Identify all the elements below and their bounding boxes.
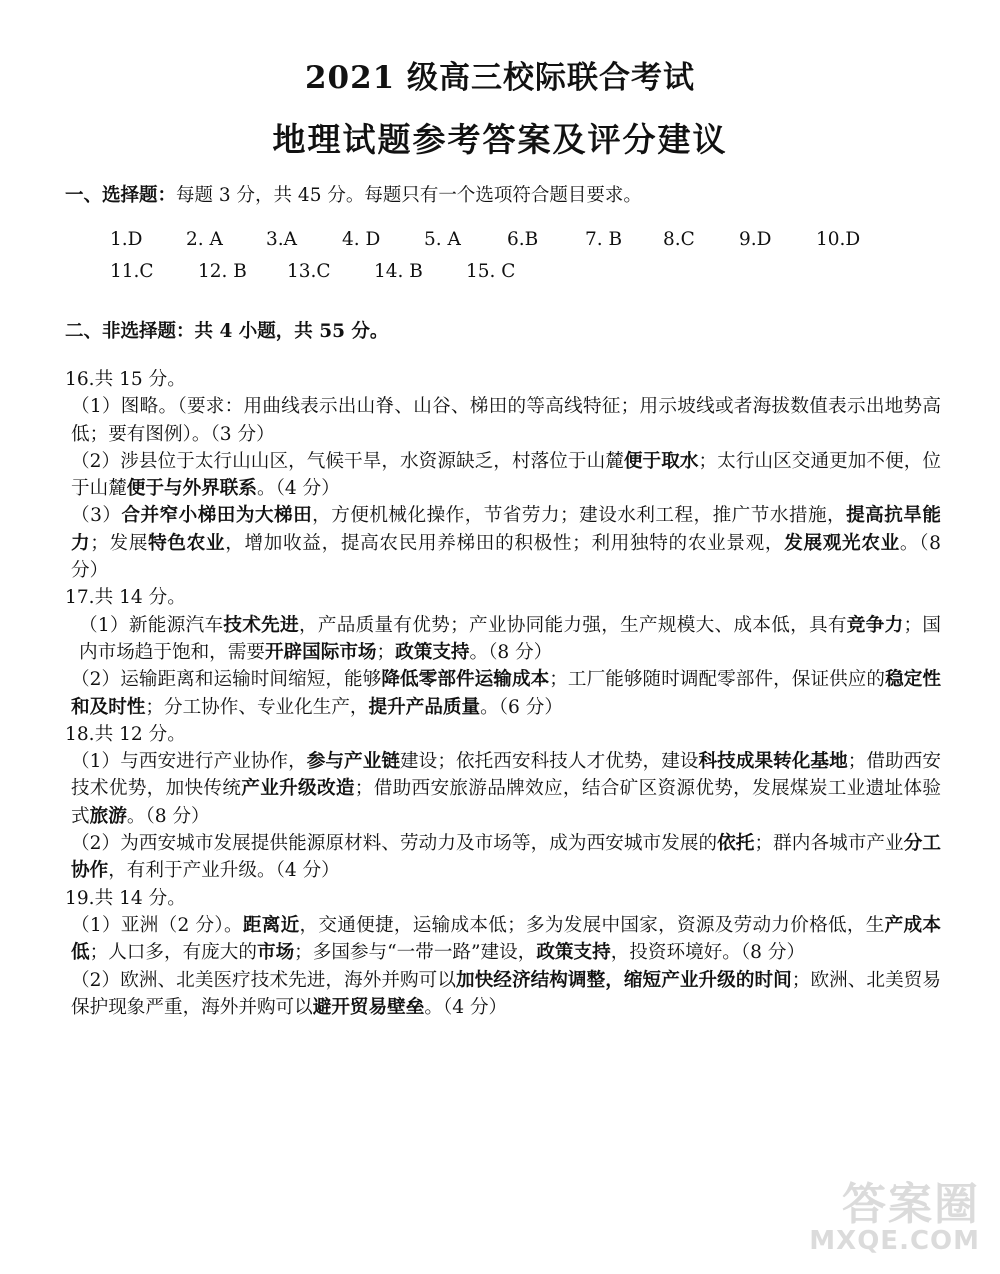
q16-part3: （3）合并窄小梯田为大梯田，方便机械化操作，节省劳力；建设水利工程，推广节水措施，提高抗旱能力；发展特色农业，增加收益，提高农民用养梯田的积极性；利用独特的农业景观，发展观光农业。（8 分） bbox=[71, 505, 941, 582]
exam-title: 2021 级高三校际联合考试 bbox=[304, 60, 696, 96]
section2-heading: 二、非选择题：共 4 小题，共 55 分。 bbox=[65, 321, 389, 342]
key-point: 依托 bbox=[717, 833, 755, 855]
q19-part1: （1）亚洲（2 分）。距离近，交通便捷，运输成本低；多为发展中国家，资源及劳动力价格低，生产成本低；人口多，有庞大的市场；多国参与“一带一路”建设，政策支持，投资环境好。（8 分） bbox=[71, 914, 941, 964]
key-point: 发展观光农业 bbox=[784, 532, 900, 554]
key-point: 政策支持 bbox=[395, 641, 470, 663]
q17-part2: （2）运输距离和运输时间缩短，能够降低零部件运输成本；工厂能够随时调配零部件，保证供应的稳定性和及时性；分工协作、专业化生产，提升产品质量。（6 分） bbox=[71, 669, 941, 718]
key-point: 产成本低 bbox=[71, 914, 941, 964]
key-point: 合并窄小梯田为大梯田 bbox=[121, 505, 313, 527]
q18-part2: （2）为西安城市发展提供能源原材料、劳动力及市场等，成为西安城市发展的依托；群内各城市产业分工协作，有利于产业升级。（4 分） bbox=[71, 833, 941, 882]
q17-heading: 17.共 14 分。 bbox=[65, 587, 186, 609]
answer-item: 4. D bbox=[342, 229, 381, 250]
key-point: 参与产业链 bbox=[306, 751, 401, 773]
document-title: 地理试题参考答案及评分建议 bbox=[272, 120, 728, 159]
key-point: 旅游 bbox=[89, 805, 127, 827]
q16-part1: （1）图略。（要求：用曲线表示出山脊、山谷、梯田的等高线特征；用示坡线或者海拔数值表示出地势高低；要有图例）。（3 分） bbox=[71, 396, 941, 445]
key-point: 便于与外界联系 bbox=[126, 478, 257, 500]
q16-heading: 16.共 15 分。 bbox=[65, 369, 186, 390]
section1-heading: 一、选择题： bbox=[65, 185, 177, 206]
key-point: 开辟国际市场 bbox=[264, 641, 377, 663]
answers-row-1 bbox=[110, 229, 910, 255]
q16-part2: （2）涉县位于太行山山区，气候干旱，水资源缺乏，村落位于山麓便于取水；太行山区交通更加不便，位于山麓便于与外界联系。（4 分） bbox=[71, 450, 941, 500]
answer-item: 6.B bbox=[507, 229, 539, 250]
key-point: 稳定性和及时性 bbox=[71, 669, 941, 718]
key-point: 产业升级改造 bbox=[241, 778, 355, 800]
key-point: 市场 bbox=[256, 942, 295, 964]
section1-heading-line bbox=[65, 181, 642, 207]
answer-item: 10.D bbox=[816, 229, 861, 250]
answers-body bbox=[65, 366, 941, 1021]
q19-heading: 19.共 14 分。 bbox=[65, 887, 186, 909]
answer-item: 7. B bbox=[585, 229, 623, 250]
answer-item: 3.A bbox=[266, 229, 298, 250]
key-point: 技术先进 bbox=[223, 614, 299, 636]
key-point: 分工协作 bbox=[71, 833, 941, 882]
key-point: 政策支持 bbox=[536, 942, 611, 964]
key-point: 提升产品质量 bbox=[368, 696, 481, 718]
q19-part2: （2）欧洲、北美医疗技术先进，海外并购可以加快经济结构调整，缩短产业升级的时间；欧洲、北美贸易保护现象严重，海外并购可以避开贸易壁垒。（4 分） bbox=[71, 969, 941, 1018]
answer-item: 15. C bbox=[466, 261, 516, 282]
answer-item: 14. B bbox=[374, 261, 423, 282]
watermark-url: MXQE.COM bbox=[809, 1226, 980, 1256]
answer-item: 11.C bbox=[110, 261, 154, 282]
key-point: 竞争力 bbox=[846, 614, 904, 636]
answer-item: 2. A bbox=[186, 229, 223, 250]
key-point: 避开贸易壁垒 bbox=[312, 996, 425, 1018]
key-point: 科技成果转化基地 bbox=[698, 751, 848, 773]
q18-part1: （1）与西安进行产业协作，参与产业链建设；依托西安科技人才优势，建设科技成果转化基地；借助西安技术优势，加快传统产业升级改造；借助西安旅游品牌效应，结合矿区资源优势，发展煤炭工业遗址体验式旅游。（8 分） bbox=[71, 751, 941, 827]
key-point: 提高抗旱能力 bbox=[71, 505, 941, 554]
section2-heading-line bbox=[65, 317, 388, 343]
key-point: 加快经济结构调整，缩短产业升级的时间 bbox=[456, 969, 792, 991]
answer-item: 1.D bbox=[110, 229, 143, 250]
answer-item: 5. A bbox=[424, 229, 461, 250]
answer-item: 8.C bbox=[663, 229, 695, 250]
answer-item: 12. B bbox=[198, 261, 247, 282]
q17-part1: （1）新能源汽车技术先进，产品质量有优势；产业协同能力强，生产规模大、成本低，具有竞争力；国内市场趋于饱和，需要开辟国际市场；政策支持。（8 分） bbox=[79, 614, 941, 663]
q18-heading: 18.共 12 分。 bbox=[65, 723, 186, 745]
answer-item: 13.C bbox=[287, 261, 331, 282]
answer-item: 9.D bbox=[739, 229, 772, 250]
watermark-logo-text: 答案圈 bbox=[842, 1179, 980, 1230]
site-watermark bbox=[780, 1168, 980, 1268]
key-point: 距离近 bbox=[242, 914, 300, 936]
key-point: 降低零部件运输成本 bbox=[381, 669, 550, 691]
key-point: 特色农业 bbox=[148, 532, 226, 554]
section1-description: 每题 3 分，共 45 分。每题只有一个选项符合题目要求。 bbox=[176, 185, 642, 206]
key-point: 便于取水 bbox=[623, 450, 699, 472]
answers-row-2 bbox=[110, 261, 910, 287]
